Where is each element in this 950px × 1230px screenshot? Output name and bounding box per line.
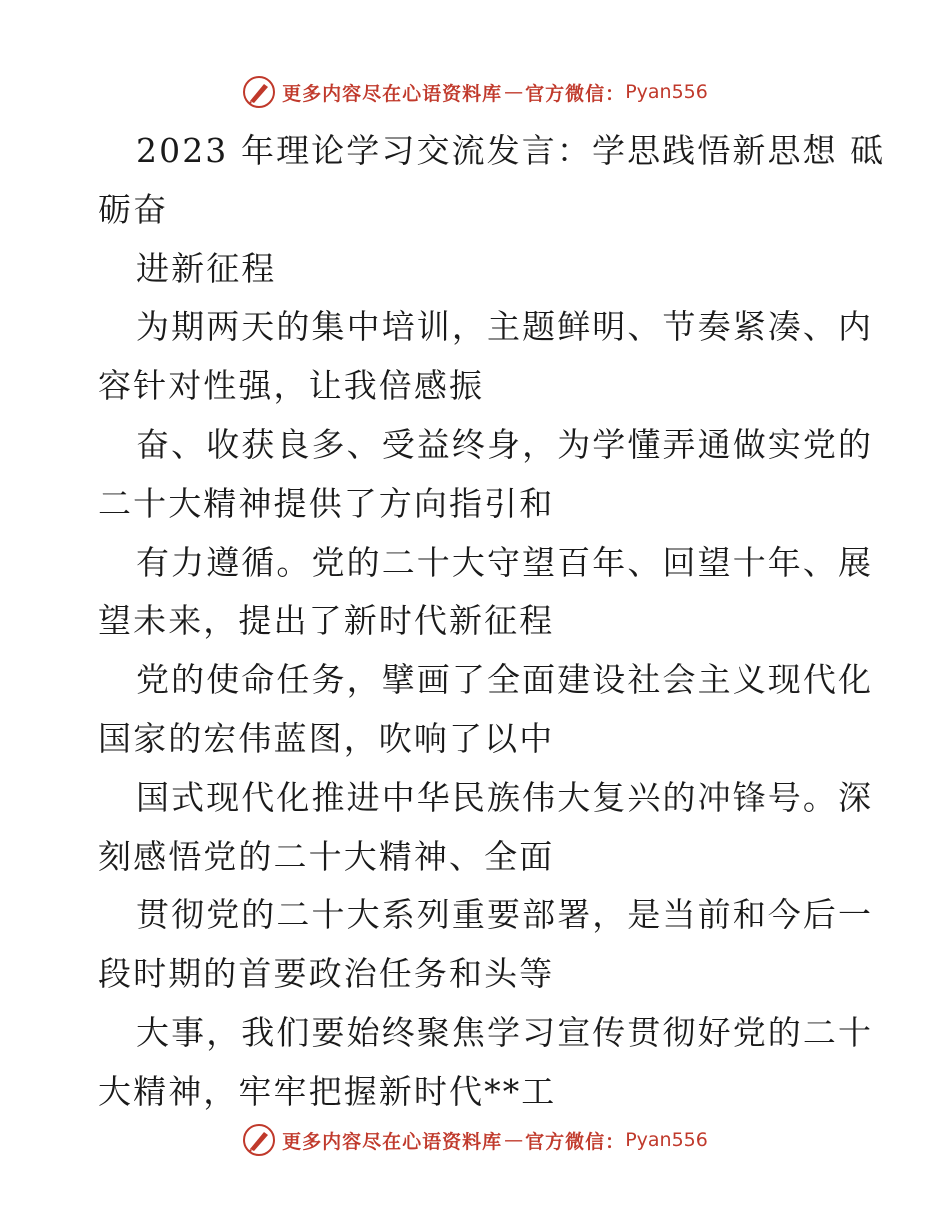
watermark-suffix: 官方微信： — [525, 82, 626, 105]
watermark-text: 更多内容尽在心语资料库 — [282, 82, 503, 105]
text-line: 刻感悟党的二十大精神、全面 — [98, 836, 555, 876]
text-line: 砺奋 — [98, 189, 169, 229]
text-line: 国家的宏伟蓝图，吹响了以中 — [98, 718, 555, 758]
watermark-suffix: 官方微信： — [525, 1130, 626, 1153]
text-line: 国式现代化推进中华民族伟大复兴的冲锋号。深 — [136, 777, 874, 817]
watermark-header — [0, 72, 950, 112]
text-line: 大事，我们要始终聚焦学习宣传贯彻好党的二十 — [136, 1012, 874, 1052]
text-line: 贯彻党的二十大系列重要部署，是当前和今后一 — [136, 895, 874, 935]
watermark-wechat-id: Pyan556 — [625, 1129, 708, 1151]
text-line: 为期两天的集中培训，主题鲜明、节奏紧凑、内 — [136, 307, 874, 347]
text-line: 奋、收获良多、受益终身，为学懂弄通做实党的 — [136, 424, 874, 464]
watermark-footer — [0, 1120, 950, 1160]
text-line: 二十大精神提供了方向指引和 — [98, 483, 555, 523]
text-line: 2023 年理论学习交流发言：学思践悟新思想 砥 — [136, 131, 886, 170]
text-line: 容针对性强，让我倍感振 — [98, 366, 485, 406]
text-line: 党的使命任务，擘画了全面建设社会主义现代化 — [136, 660, 874, 700]
pen-logo-icon — [242, 75, 276, 109]
document-body — [98, 122, 886, 1122]
watermark-text: 更多内容尽在心语资料库 — [282, 1130, 503, 1153]
text-line: 进新征程 — [136, 248, 277, 288]
watermark-separator: — — [504, 1129, 524, 1151]
text-line: 段时期的首要政治任务和头等 — [98, 954, 555, 994]
text-line: 望未来，提出了新时代新征程 — [98, 601, 555, 641]
pen-logo-icon — [242, 1123, 276, 1157]
text-line: 大精神，牢牢把握新时代**工 — [98, 1071, 557, 1111]
watermark-wechat-id: Pyan556 — [625, 81, 708, 103]
watermark-separator: — — [504, 81, 524, 103]
text-line: 有力遵循。党的二十大守望百年、回望十年、展 — [136, 542, 874, 582]
